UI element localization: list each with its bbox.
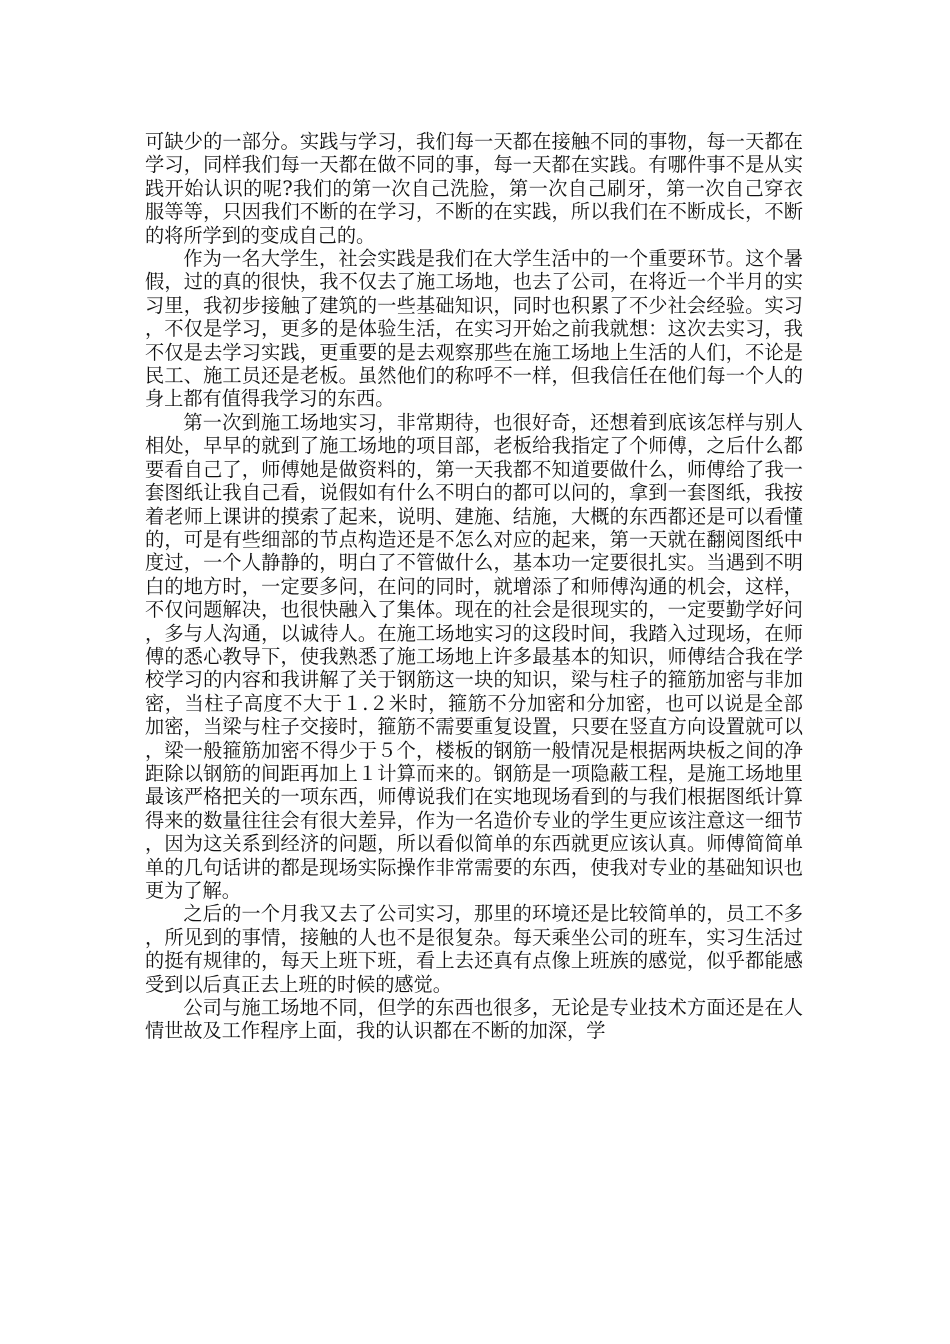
document-body [145,130,803,1043]
paragraph-company-vs-site: 公司与施工场地不同，但学的东西也很多，无论是专业技术方面还是在人情世故及工作程序上面，我的认识都在不断的加深，学 [145,996,803,1043]
paragraph-company-internship: 之后的一个月我又去了公司实习，那里的环境还是比较简单的，员工不多，所见到的事情，接触的人也不是很复杂。每天乘坐公司的班车，实习生活过的挺有规律的，每天上班下班，看上去还真有点像上班族的感觉，似乎都能感受到以后真正去上班的时候的感觉。 [145,902,803,996]
paragraph-construction-site-internship: 第一次到施工场地实习，非常期待，也很好奇，还想着到底该怎样与别人相处，早早的就到了施工场地的项目部，老板给我指定了个师傅，之后什么都要看自己了，师傅她是做资料的，第一天我都不知道要做什么，师傅给了我一套图纸让我自己看，说假如有什么不明白的都可以问的，拿到一套图纸，我按着老师上课讲的摸索了起来，说明、建施、结施，大概的东西都还是可以看懂的，可是有些细部的节点构造还是不怎么对应的起来，第一天就在翻阅图纸中度过，一个人静静的，明白了不管做什么，基本功一定要很扎实。当遇到不明白的地方时，一定要多问，在问的同时，就增添了和师傅沟通的机会，这样，不仅问题解决，也很快融入了集体。现在的社会是很现实的，一定要勤学好问，多与人沟通，以诚待人。在施工场地实习的这段时间，我踏入过现场，在师傅的悉心教导下，使我熟悉了施工场地上许多最基本的知识，师傅结合我在学校学习的内容和我讲解了关于钢筋这一块的知识，梁与柱子的箍筋加密与非加密，当柱子高度不大于１.２米时，箍筋不分加密和分加密，也可以说是全部加密，当梁与柱子交接时，箍筋不需要重复设置，只要在竖直方向设置就可以，梁一般箍筋加密不得少于５个，楼板的钢筋一般情况是根据两块板之间的净距除以钢筋的间距再加上１计算而来的。钢筋是一项隐蔽工程，是施工场地里最该严格把关的一项东西，师傅说我们在实地现场看到的与我们根据图纸计算得来的数量往往会有很大差异，作为一名造价专业的学生更应该注意这一细节，因为这关系到经济的问题，所以看似简单的东西就更应该认真。师傅简简单单的几句话讲的都是现场实际操作非常需要的东西，使我对专业的基础知识也更为了解。 [145,410,803,902]
paragraph-college-social-practice: 作为一名大学生，社会实践是我们在大学生活中的一个重要环节。这个暑假，过的真的很快，我不仅去了施工场地，也去了公司，在将近一个半月的实习里，我初步接触了建筑的一些基础知识，同时也积累了不少社会经验。实习，不仅是学习，更多的是体验生活，在实习开始之前我就想：这次去实习，我不仅是去学习实践，更重要的是去观察那些在施工场地上生活的人们，不论是民工、施工员还是老板。虽然他们的称呼不一样，但我信任在他们每一个人的身上都有值得我学习的东西。 [145,247,803,411]
paragraph-practice-and-learning: 可缺少的一部分。实践与学习，我们每一天都在接触不同的事物，每一天都在学习，同样我们每一天都在做不同的事，每一天都在实践。有哪件事不是从实践开始认识的呢?我们的第一次自己洗脸，第一次自己刷牙，第一次自己穿衣服等等，只因我们不断的在学习，不断的在实践，所以我们在不断成长，不断的将所学到的变成自己的。 [145,130,803,247]
